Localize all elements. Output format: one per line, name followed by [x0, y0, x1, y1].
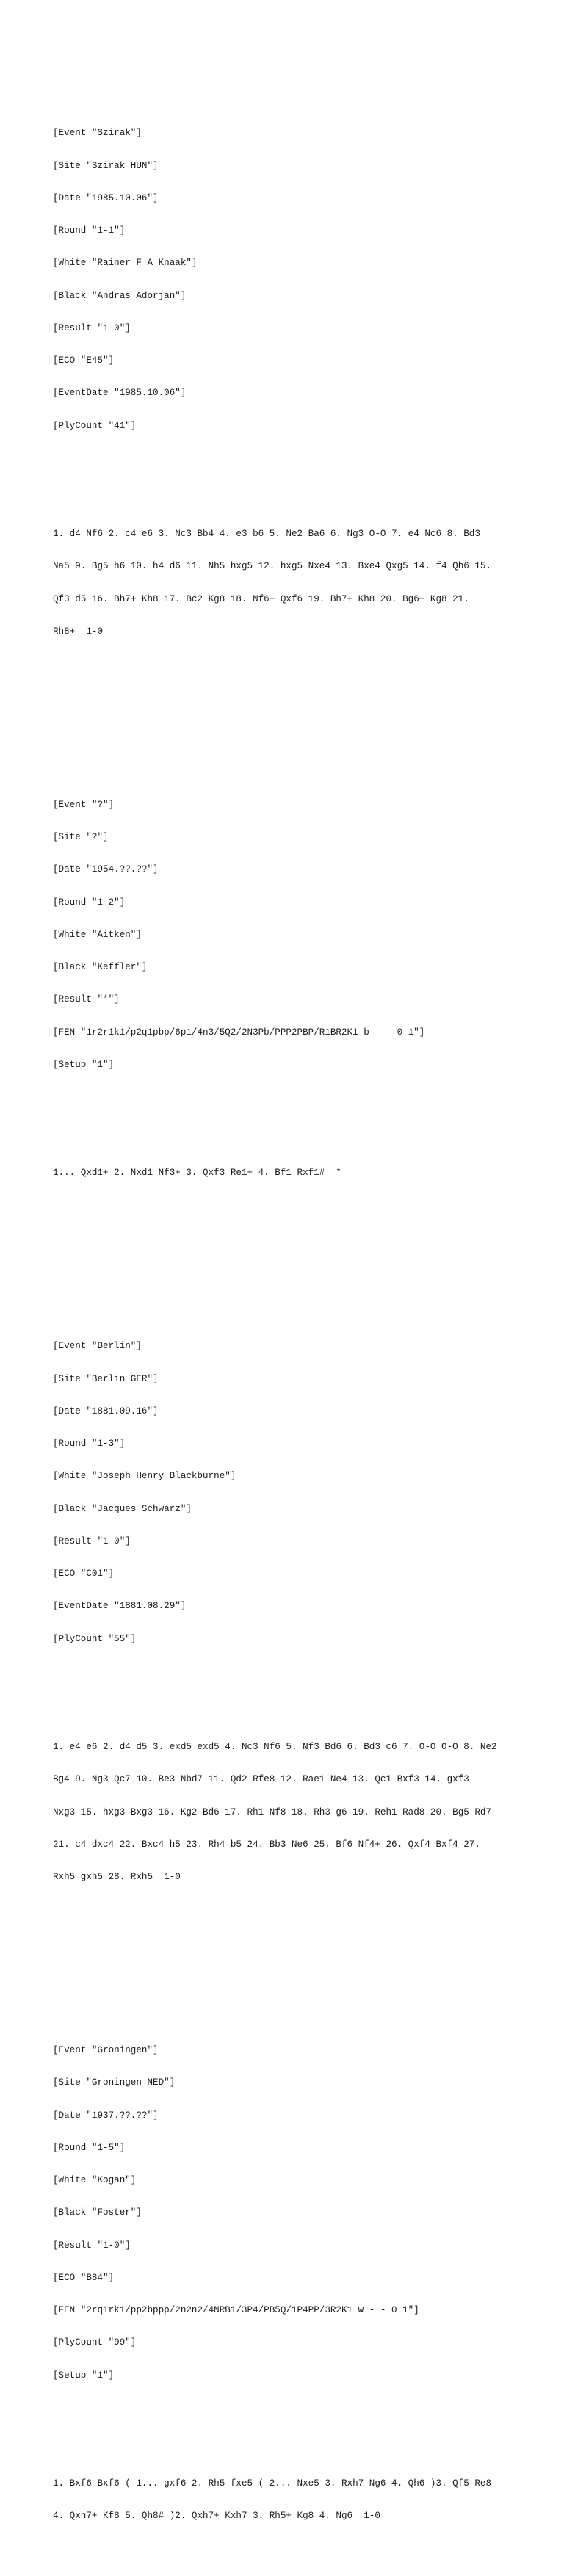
- blank-line: [53, 702, 523, 713]
- pgn-move-line: 1. Bxf6 Bxf6 ( 1... gxf6 2. Rh5 fxe5 ( 2... Nxe5 3. Rxh7 Ng6 4. Qh6 )3. Qf5 Re8: [53, 2478, 492, 2489]
- pgn-move-line: Na5 9. Bg5 h6 10. h4 d6 11. Nh5 hxg5 12. hxg5 Nxe4 13. Bxe4 Qxg5 14. f4 Qh6 15.: [53, 561, 492, 572]
- game-2-headers: [53, 778, 523, 1092]
- pgn-move-line: 1. e4 e6 2. d4 d5 3. exd5 exd5 4. Nc3 Nf6 5. Nf3 Bd6 6. Bd3 c6 7. O-O O-O 8. Ne2: [53, 1742, 497, 1752]
- pgn-header-line: [FEN "1r2r1k1/p2q1pbp/6p1/4n3/5Q2/2N3Pb/PPP2PBP/R1BR2K1 b - - 0 1"]: [53, 1027, 425, 1038]
- pgn-move-line: Rxh5 gxh5 28. Rxh5 1-0: [53, 1872, 181, 1882]
- pgn-header-line: [Black "Foster"]: [53, 2207, 142, 2218]
- pgn-header-line: [ECO "C01"]: [53, 1569, 115, 1579]
- pgn-header-line: [Round "1-1"]: [53, 225, 126, 236]
- pgn-header-line: [White "Joseph Henry Blackburne"]: [53, 1471, 236, 1482]
- game-1-headers: [53, 106, 523, 453]
- pgn-header-line: [Result "1-0"]: [53, 2240, 131, 2251]
- pgn-header-line: [Event "Groningen"]: [53, 2045, 159, 2055]
- pgn-header-line: [Result "1-0"]: [53, 1535, 131, 1546]
- pgn-header-line: [Round "1-5"]: [53, 2142, 126, 2153]
- blank-line: [53, 1114, 523, 1125]
- pgn-header-line: [Date "1985.10.06"]: [53, 192, 159, 203]
- pgn-header-line: [White "Rainer F A Knaak"]: [53, 258, 198, 269]
- pgn-header-line: [Round "1-3"]: [53, 1439, 126, 1449]
- pgn-header-line: [ECO "E45"]: [53, 355, 115, 366]
- pgn-header-line: [Setup "1"]: [53, 2370, 115, 2381]
- pgn-header-line: [Black "Keffler"]: [53, 962, 148, 972]
- game-2-moves: [53, 1146, 523, 1201]
- blank-line: [53, 474, 523, 485]
- blank-line: [53, 1687, 523, 1698]
- pgn-header-line: [Event "Berlin"]: [53, 1341, 142, 1352]
- game-3: [53, 1298, 523, 1926]
- game-1-moves: [53, 507, 523, 659]
- pgn-header-line: [Site "?"]: [53, 832, 109, 842]
- game-3-moves: [53, 1721, 523, 1905]
- pgn-move-line: Bg4 9. Ng3 Qc7 10. Be3 Nbd7 11. Qd2 Rfe8 12. Rae1 Ne4 13. Qc1 Bxf3 14. gxf3: [53, 1774, 469, 1785]
- pgn-header-line: [PlyCount "55"]: [53, 1633, 137, 1644]
- pgn-header-line: [FEN "2rq1rk1/pp2bppp/2n2n2/4NRB1/3P4/PB5Q/1P4PP/3R2K1 w - - 0 1"]: [53, 2305, 419, 2315]
- pgn-header-line: [PlyCount "99"]: [53, 2337, 137, 2348]
- pgn-header-line: [White "Kogan"]: [53, 2175, 137, 2185]
- game-2: [53, 756, 523, 1222]
- pgn-move-line: 1. d4 Nf6 2. c4 e6 3. Nc3 Bb4 4. e3 b6 5. Ne2 Ba6 6. Ng3 O-O 7. e4 Nc6 8. Bd3: [53, 529, 480, 539]
- pgn-header-line: [EventDate "1881.08.29"]: [53, 1601, 187, 1612]
- pgn-header-line: [Black "Andras Adorjan"]: [53, 290, 187, 301]
- pgn-move-line: 1... Qxd1+ 2. Nxd1 Nf3+ 3. Qxf3 Re1+ 4. Bf1 Rxf1# *: [53, 1168, 341, 1179]
- pgn-header-line: [Date "1937.??.??"]: [53, 2110, 159, 2121]
- game-4-headers: [53, 2024, 523, 2403]
- pgn-header-line: [EventDate "1985.10.06"]: [53, 388, 187, 399]
- pgn-move-line: Rh8+ 1-0: [53, 626, 104, 637]
- pgn-header-line: [White "Aitken"]: [53, 929, 142, 940]
- pgn-header-line: [Date "1954.??.??"]: [53, 864, 159, 875]
- pgn-header-line: [PlyCount "41"]: [53, 420, 137, 431]
- pgn-move-line: 21. c4 dxc4 22. Bxc4 h5 23. Rh4 b5 24. Bb3 Ne6 25. Bf6 Nf4+ 26. Qxf4 Bxf4 27.: [53, 1839, 480, 1850]
- pgn-header-line: [Event "?"]: [53, 799, 115, 810]
- pgn-header-line: [Round "1-2"]: [53, 897, 126, 908]
- pgn-header-line: [ECO "B84"]: [53, 2272, 115, 2283]
- pgn-header-line: [Site "Szirak HUN"]: [53, 160, 159, 171]
- game-4: [53, 2002, 523, 2565]
- pgn-document: [53, 52, 523, 2576]
- game-4-moves: [53, 2457, 523, 2544]
- pgn-header-line: [Black "Jacques Schwarz"]: [53, 1503, 192, 1514]
- pgn-move-line: 4. Qxh7+ Kf8 5. Qh8# )2. Qxh7+ Kxh7 3. Rh5+ Kg8 4. Ng6 1-0: [53, 2511, 380, 2522]
- game-3-headers: [53, 1320, 523, 1666]
- pgn-header-line: [Result "1-0"]: [53, 322, 131, 333]
- pgn-header-line: [Result "*"]: [53, 994, 120, 1005]
- pgn-header-line: [Site "Berlin GER"]: [53, 1373, 159, 1384]
- blank-line: [53, 1947, 523, 1958]
- pgn-header-line: [Date "1881.09.16"]: [53, 1405, 159, 1417]
- pgn-header-line: [Setup "1"]: [53, 1059, 115, 1070]
- pgn-header-line: [Event "Szirak"]: [53, 128, 142, 139]
- blank-line: [53, 1244, 523, 1255]
- blank-line: [53, 2424, 523, 2435]
- game-1: [53, 84, 523, 680]
- pgn-header-line: [Site "Groningen NED"]: [53, 2077, 176, 2088]
- pgn-move-line: Qf3 d5 16. Bh7+ Kh8 17. Bc2 Kg8 18. Nf6+ Qxf6 19. Bh7+ Kh8 20. Bg6+ Kg8 21.: [53, 593, 469, 604]
- pgn-move-line: Nxg3 15. hxg3 Bxg3 16. Kg2 Bd6 17. Rh1 Nf8 18. Rh3 g6 19. Reh1 Rad8 20. Bg5 Rd7: [53, 1806, 492, 1817]
